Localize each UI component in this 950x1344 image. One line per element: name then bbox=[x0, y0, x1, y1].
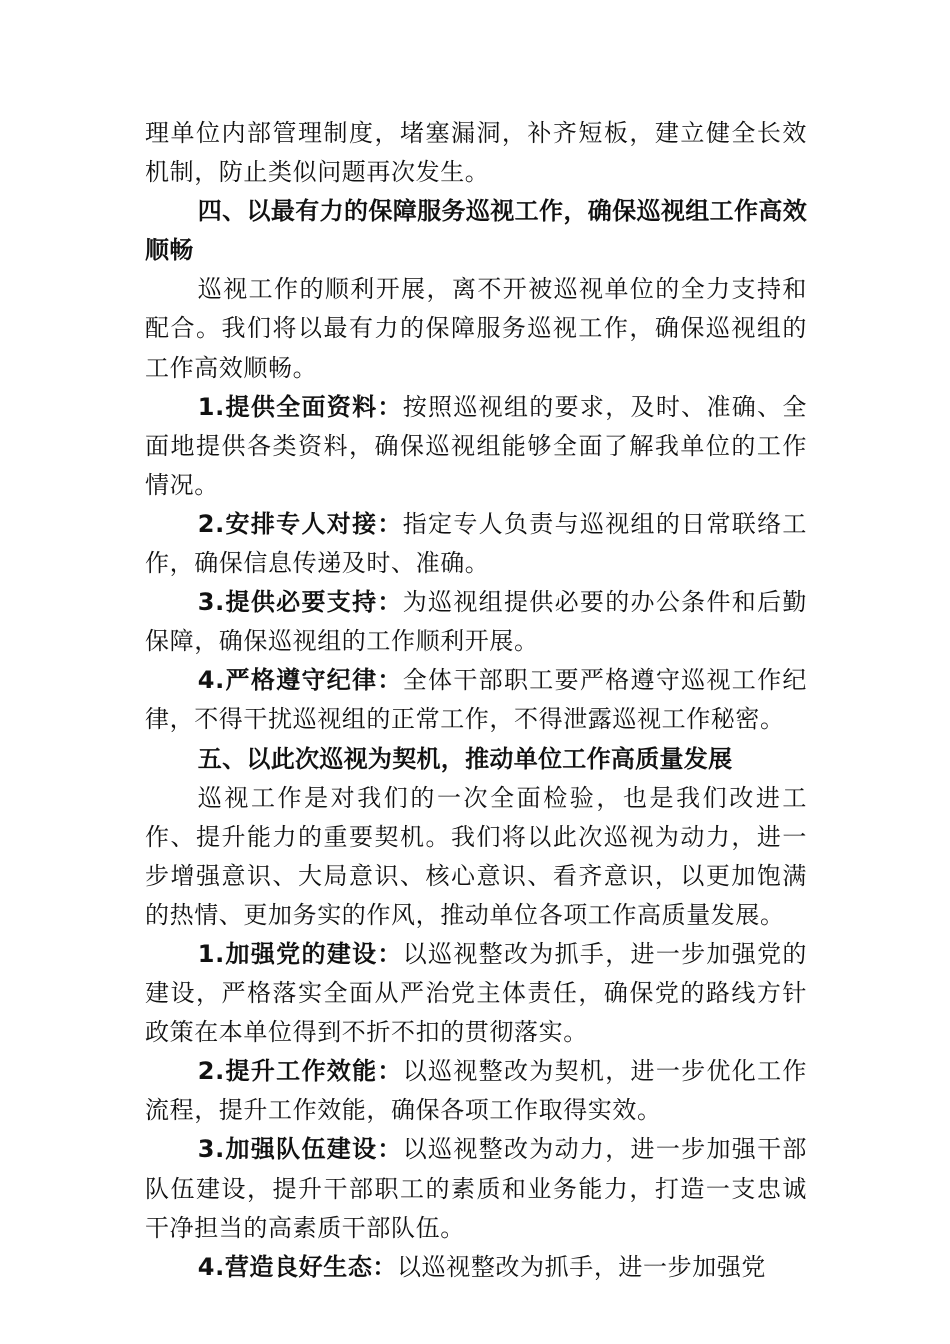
section4-item-2 bbox=[145, 505, 807, 583]
document-page bbox=[145, 114, 807, 1287]
section5-item-3 bbox=[145, 1130, 807, 1247]
section5-intro-paragraph: 巡视工作是对我们的一次全面检验，也是我们改进工作、提升能力的重要契机。我们将以此次巡视为动力，进一步增强意识、大局意识、核心意识、看齐意识，以更加饱满的热情、更加务实的作风，推动单位各项工作高质量发展。 bbox=[145, 783, 807, 929]
section5-heading: 五、以此次巡视为契机，推动单位工作高质量发展 bbox=[197, 744, 733, 773]
section5-item-3-text: 以巡视整改为动力，进一步加强干部队伍建设，提升干部职工的素质和业务能力，打造一支忠诚干净担当的高素质干部队伍。 bbox=[145, 1135, 807, 1242]
section4-item-3 bbox=[145, 583, 807, 661]
section5-item-2 bbox=[145, 1052, 807, 1130]
section4-item-2-title: 2.安排专人对接： bbox=[197, 509, 403, 538]
section4-item-1-text: 按照巡视组的要求，及时、准确、全面地提供各类资料，确保巡视组能够全面了解我单位的工作情况。 bbox=[145, 392, 807, 499]
section4-item-1 bbox=[145, 388, 807, 505]
section5-item-2-title: 2.提升工作效能： bbox=[197, 1057, 403, 1086]
section4-item-3-title: 3.提供必要支持： bbox=[197, 588, 403, 617]
section5-item-4-text: 以巡视整改为抓手，进一步加强党 bbox=[397, 1252, 767, 1281]
section4-item-3-text: 为巡视组提供必要的办公条件和后勤保障，确保巡视组的工作顺利开展。 bbox=[145, 588, 807, 656]
section5-item-4-title: 4.营造良好生态： bbox=[197, 1252, 398, 1281]
section5-item-3-title: 3.加强队伍建设： bbox=[197, 1135, 403, 1164]
section5-item-1 bbox=[145, 935, 807, 1052]
section5-item-2-text: 以巡视整改为契机，进一步优化工作流程，提升工作效能，确保各项工作取得实效。 bbox=[145, 1057, 807, 1125]
section4-item-4 bbox=[145, 661, 807, 739]
section4-item-2-text: 指定专人负责与巡视组的日常联络工作，确保信息传递及时、准确。 bbox=[145, 509, 807, 578]
section5-item-1-title: 1.加强党的建设： bbox=[197, 939, 403, 968]
section5-item-1-text: 以巡视整改为抓手，进一步加强党的建设，严格落实全面从严治党主体责任，确保党的路线方针政策在本单位得到不折不扣的贯彻落实。 bbox=[145, 939, 807, 1047]
section4-item-4-text: 全体干部职工要严格遵守巡视工作纪律，不得干扰巡视组的正常工作，不得泄露巡视工作秘密。 bbox=[145, 666, 807, 734]
section4-item-1-title: 1.提供全面资料： bbox=[197, 392, 403, 421]
section4-heading: 四、以最有力的保障服务巡视工作，确保巡视组工作高效顺畅 bbox=[145, 197, 807, 265]
section5-item-4 bbox=[145, 1248, 807, 1287]
section4-item-4-title: 4.严格遵守纪律： bbox=[197, 666, 403, 695]
section4-intro-paragraph: 巡视工作的顺利开展，离不开被巡视单位的全力支持和配合。我们将以最有力的保障服务巡视工作，确保巡视组的工作高效顺畅。 bbox=[145, 275, 807, 382]
intro-continuation-paragraph: 理单位内部管理制度，堵塞漏洞，补齐短板，建立健全长效机制，防止类似问题再次发生。 bbox=[145, 119, 807, 187]
